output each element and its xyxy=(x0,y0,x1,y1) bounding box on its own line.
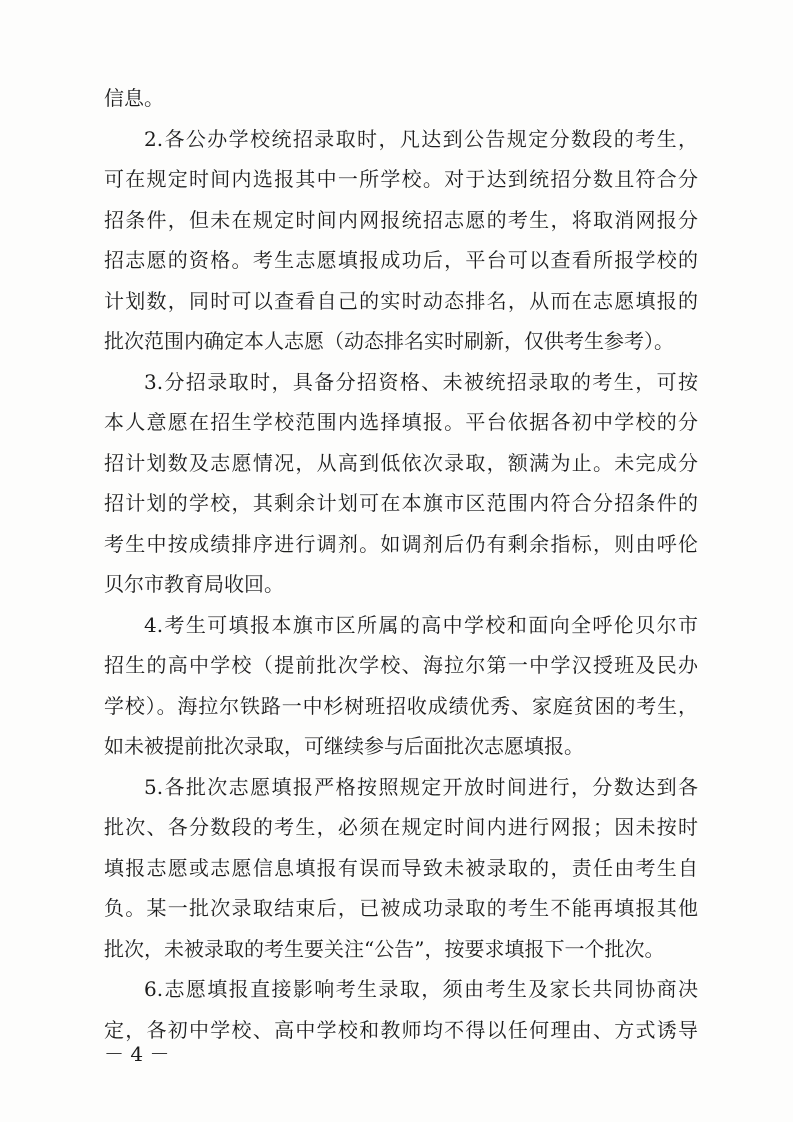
text-line: 批次，未被录取的考生要关注“公告”，按要求填报下一个批次。 xyxy=(104,936,665,961)
text-line: 本人意愿在招生学校范围内选择填报。平台依据各初中学校的分 xyxy=(104,410,698,434)
text-line: 考生中按成绩排序进行调剂。如调剂后仍有剩余指标，则由呼伦 xyxy=(104,531,698,556)
paragraph-p5 xyxy=(104,767,698,970)
text-line: 招生的高中学校（提前批次学校、海拉尔第一中学汉授班及民办 xyxy=(104,653,698,677)
paragraph-p4 xyxy=(104,605,698,767)
paragraph-p3 xyxy=(104,362,698,605)
text-line: 批次范围内确定本人志愿（动态排名实时刷新，仅供考生参考）。 xyxy=(104,329,674,353)
text-line: 信息。 xyxy=(104,86,164,110)
text-line: 学校）。海拉尔铁路一中杉树班招收成绩优秀、家庭贫困的考生， xyxy=(104,693,698,718)
text-line: 2.各公办学校统招录取时，凡达到公告规定分数段的考生， xyxy=(144,126,698,151)
text-line: 贝尔市教育局收回。 xyxy=(104,572,284,596)
page-number: － 4 － xyxy=(104,1042,170,1066)
text-line: 招计划的学校，其剩余计划可在本旗市区范围内符合分招条件的 xyxy=(104,491,698,515)
paragraph-p-cont xyxy=(104,78,698,119)
text-line: 招志愿的资格。考生志愿填报成功后，平台可以查看所报学校的 xyxy=(104,248,698,272)
text-line: 计划数，同时可以查看自己的实时动态排名，从而在志愿填报的 xyxy=(104,288,698,313)
text-line: 可在规定时间内选报其中一所学校。对于达到统招分数且符合分 xyxy=(104,167,698,191)
text-line: 批次、各分数段的考生，必须在规定时间内进行网报；因未按时 xyxy=(104,815,698,839)
text-line: 定，各初中学校、高中学校和教师均不得以任何理由、方式诱导 xyxy=(104,1017,698,1042)
text-line: 如未被提前批次录取，可继续参与后面批次志愿填报。 xyxy=(104,734,584,758)
text-line: 负。某一批次录取结束后，已被成功录取的考生不能再填报其他 xyxy=(104,896,698,920)
text-line: 招计划数及志愿情况，从高到低依次录取，额满为止。未完成分 xyxy=(104,450,698,475)
text-line: 填报志愿或志愿信息填报有误而导致未被录取的，责任由考生自 xyxy=(104,855,698,880)
document-body xyxy=(104,78,698,1050)
paragraph-p6 xyxy=(104,969,698,1050)
text-line: 5.各批次志愿填报严格按照规定开放时间进行，分数达到各 xyxy=(144,774,698,799)
text-line: 3.分招录取时，具备分招资格、未被统招录取的考生，可按 xyxy=(144,369,698,394)
text-line: 招条件，但未在规定时间内网报统招志愿的考生，将取消网报分 xyxy=(104,207,698,232)
text-line: 4.考生可填报本旗市区所属的高中学校和面向全呼伦贝尔市 xyxy=(144,612,698,637)
text-line: 6.志愿填报直接影响考生录取，须由考生及家长共同协商决 xyxy=(144,977,698,1001)
paragraph-p2 xyxy=(104,119,698,362)
